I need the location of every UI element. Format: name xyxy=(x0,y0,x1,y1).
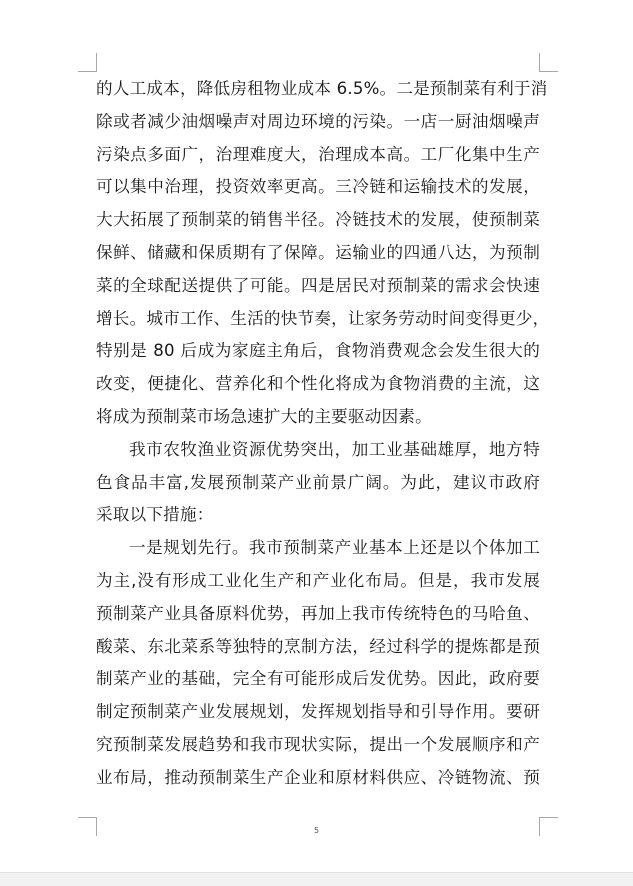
text-line: 一是规划先行。我市预制菜产业基本上还是以个体加工 xyxy=(129,538,540,558)
page-number: 5 xyxy=(313,826,320,835)
crop-mark-top-right xyxy=(539,53,558,72)
text-line: 我市农牧渔业资源优势突出，加工业基础雄厚，地方特 xyxy=(129,439,540,459)
text-line: 业布局，推动预制菜生产企业和原材料供应、冷链物流、预 xyxy=(96,767,540,787)
text-line: 为主,没有形成工业化生产和产业化布局。但是，我市发展 xyxy=(96,570,540,590)
text-line: 菜的全球配送提供了可能。四是居民对预制菜的需求会快速 xyxy=(96,275,540,295)
text-line: 大大拓展了预制菜的销售半径。冷链技术的发展，使预制菜 xyxy=(96,210,540,230)
text-line: 保鲜、储藏和保质期有了保障。运输业的四通八达，为预制 xyxy=(96,242,540,262)
text-line: 污染点多面广，治理难度大，治理成本高。工厂化集中生产 xyxy=(96,144,540,164)
text-line: 色食品丰富,发展预制菜产业前景广阔。为此，建议市政府 xyxy=(96,472,540,492)
text-line: 预制菜产业具备原料优势，再加上我市传统特色的马哈鱼、 xyxy=(96,603,540,623)
text-line: 制定预制菜产业发展规划，发挥规划指导和引导作用。要研 xyxy=(96,702,540,722)
text-line: 除或者减少油烟噪声对周边环境的污染。一店一厨油烟噪声 xyxy=(96,111,540,131)
text-line: 特别是 80 后成为家庭主角后，食物消费观念会发生很大的 xyxy=(96,341,540,361)
text-line: 的人工成本，降低房租物业成本 6.5%。二是预制菜有利于消 xyxy=(96,79,548,98)
text-line: 增长。城市工作、生活的快节奏，让家务劳动时间变得更少， xyxy=(96,308,550,328)
crop-mark-top-left xyxy=(78,53,97,72)
text-line: 将成为预制菜市场急速扩大的主要驱动因素。 xyxy=(96,406,432,426)
body-text xyxy=(96,73,550,795)
text-line: 改变，便捷化、营养化和个性化将成为食物消费的主流，这 xyxy=(96,374,540,394)
window-bottom-strip xyxy=(0,872,633,886)
text-line: 酸菜、东北菜系等独特的烹制方法，经过科学的提炼都是预 xyxy=(96,636,540,656)
text-line: 究预制菜发展趋势和我市现状实际，提出一个发展顺序和产 xyxy=(96,734,540,754)
text-line: 采取以下措施： xyxy=(96,505,214,525)
text-line: 可以集中治理，投资效率更高。三冷链和运输技术的发展， xyxy=(96,177,540,197)
text-line: 制菜产业的基础，完全有可能形成后发优势。因此，政府要 xyxy=(96,669,540,689)
